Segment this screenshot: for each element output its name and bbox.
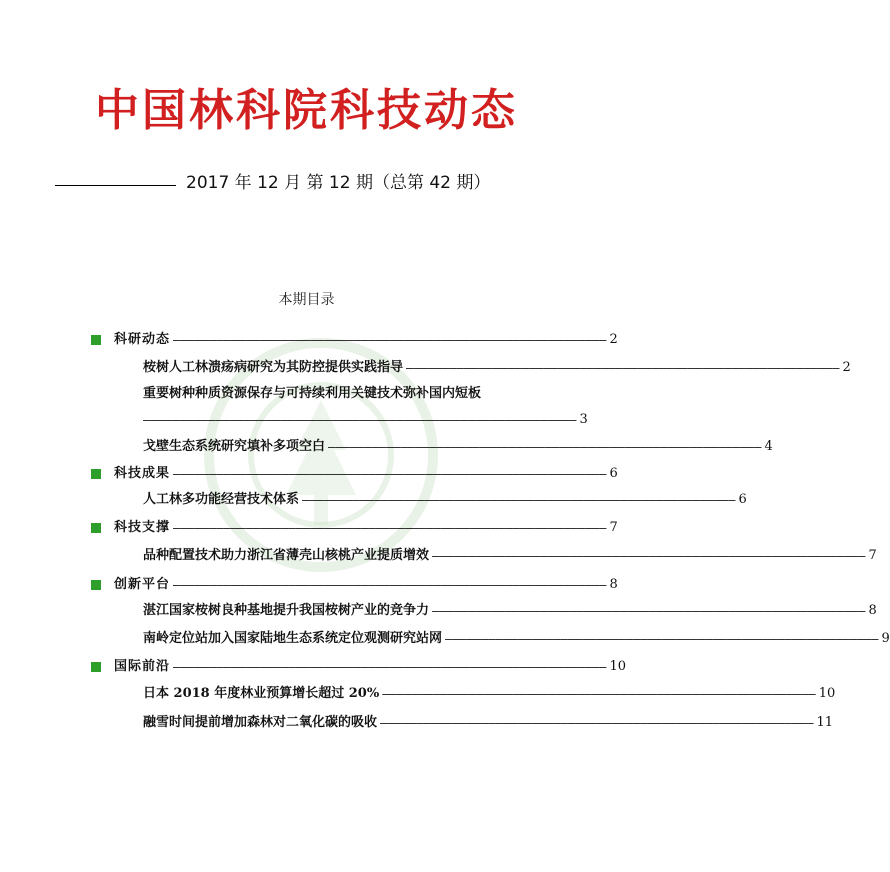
toc-entry[interactable] <box>143 490 747 510</box>
toc-page-number: 8 <box>609 577 618 592</box>
toc-entry-label: 戈壁生态系统研究填补多项空白 <box>143 439 326 454</box>
toc-page-number: 10 <box>818 686 836 701</box>
toc-leader: ———————————————————————————————————————————————————————————— <box>302 493 736 507</box>
toc-entry[interactable] <box>143 437 773 457</box>
toc-page-number: 10 <box>609 659 627 674</box>
toc-entry[interactable] <box>143 546 877 566</box>
toc-section[interactable] <box>114 575 618 595</box>
toc-entry[interactable] <box>143 713 834 733</box>
toc-entry[interactable] <box>143 384 514 404</box>
toc-entry-label: 人工林多功能经营技术体系 <box>143 492 300 507</box>
toc-entry-label: 融雪时间提前增加森林对二氧化碳的吸收 <box>143 715 378 730</box>
toc-section-label: 国际前沿 <box>114 659 171 674</box>
toc-entry[interactable] <box>143 629 890 649</box>
section-bullet-icon <box>91 580 101 590</box>
toc-entry-label: 日本 2018 年度林业预算增长超过 20% <box>143 686 380 701</box>
toc-entry[interactable] <box>143 358 851 378</box>
journal-title: 中国林科院科技动态 <box>95 85 518 136</box>
toc-leader: ———————————————————————————————————————————————————————————— <box>380 716 814 730</box>
toc-page-number: 4 <box>764 439 773 454</box>
toc-section[interactable] <box>114 518 618 538</box>
toc-section-label: 创新平台 <box>114 577 171 592</box>
toc-leader: ———————————————————————————————————————————————————————————— <box>143 413 577 427</box>
toc-page-number: 3 <box>579 412 588 427</box>
toc-entry-label: 湛江国家桉树良种基地提升我国桉树产业的竞争力 <box>143 603 430 618</box>
section-bullet-icon <box>91 335 101 345</box>
toc-leader: ———————————————————————————————————————————————————————————— <box>406 361 840 375</box>
toc-leader: ———————————————————————————————————————————————————————————— <box>432 604 866 618</box>
toc-section[interactable] <box>114 330 618 350</box>
toc-page-number: 11 <box>816 715 834 730</box>
toc-section-label: 科技支撑 <box>114 520 171 535</box>
toc-page-number: 2 <box>842 360 851 375</box>
toc-leader: ———————————————————————————————————————————————————————————— <box>173 521 607 535</box>
toc-leader: ———————————————————————————————————————————————————————————— <box>173 467 607 481</box>
toc-entry-label: 重要树种种质资源保存与可持续利用关键技术弥补国内短板 <box>143 386 482 401</box>
toc-entry-label: 桉树人工林溃疡病研究为其防控提供实践指导 <box>143 360 404 375</box>
toc-page-number: 9 <box>881 631 890 646</box>
toc-section[interactable] <box>114 657 627 677</box>
toc-heading: 本期目录 <box>278 292 335 308</box>
toc-page-number: 6 <box>609 466 618 481</box>
section-bullet-icon <box>91 469 101 479</box>
toc-leader: ———————————————————————————————————————————————————————————— <box>432 549 866 563</box>
toc-page-number: 6 <box>738 492 747 507</box>
toc-section-label: 科技成果 <box>114 466 171 481</box>
section-bullet-icon <box>91 662 101 672</box>
header-rule <box>55 185 176 186</box>
toc-entry[interactable] <box>143 601 877 621</box>
toc-leader: ———————————————————————————————————————————————————————————— <box>382 687 816 701</box>
toc-page-number: 7 <box>868 548 877 563</box>
toc-entry-label: 南岭定位站加入国家陆地生态系统定位观测研究站网 <box>143 631 443 646</box>
toc-leader: ———————————————————————————————————————————————————————————— <box>173 333 607 347</box>
toc-leader: ———————————————————————————————————————————————————————————— <box>173 578 607 592</box>
section-bullet-icon <box>91 523 101 533</box>
toc-section-label: 科研动态 <box>114 332 171 347</box>
toc-leader: ———————————————————————————————————————————————————————————— <box>328 440 762 454</box>
toc-page-number: 8 <box>868 603 877 618</box>
toc-page-number: 7 <box>609 520 618 535</box>
toc-leader: ———————————————————————————————————————————————————————————— <box>445 632 879 646</box>
toc-entry[interactable] <box>143 684 836 704</box>
toc-entry-label: 品种配置技术助力浙江省薄壳山核桃产业提质增效 <box>143 548 430 563</box>
toc-leader: ———————————————————————————————————————————————————————————— <box>173 660 607 674</box>
toc-entry-continuation[interactable] <box>143 410 588 430</box>
toc-page-number: 2 <box>609 332 618 347</box>
toc-section[interactable] <box>114 464 618 484</box>
issue-line: 2017 年 12 月 第 12 期（总第 42 期） <box>186 173 491 193</box>
